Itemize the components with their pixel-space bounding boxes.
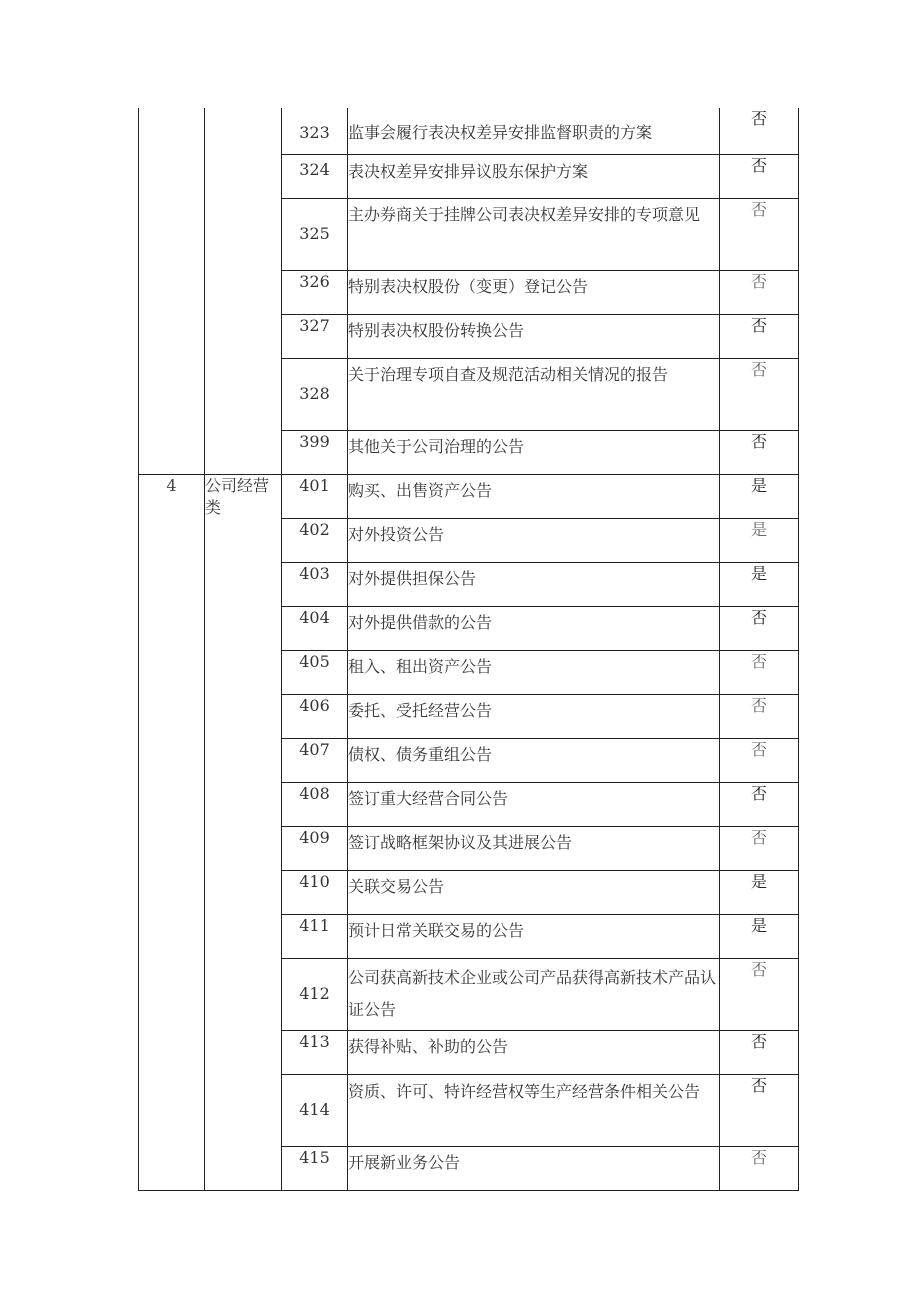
row-description: 预计日常关联交易的公告 <box>348 914 720 958</box>
row-description: 资质、许可、特许经营权等生产经营条件相关公告 <box>348 1074 720 1146</box>
row-flag: 否 <box>720 1030 799 1074</box>
row-code: 415 <box>282 1146 348 1190</box>
row-code: 325 <box>282 198 348 270</box>
group-number: 4 <box>139 474 205 1190</box>
row-description: 委托、受托经营公告 <box>348 694 720 738</box>
row-description: 开展新业务公告 <box>348 1146 720 1190</box>
row-code: 402 <box>282 518 348 562</box>
row-flag: 否 <box>720 154 799 198</box>
row-description: 债权、债务重组公告 <box>348 738 720 782</box>
announcement-type-table <box>138 108 799 1191</box>
row-code: 405 <box>282 650 348 694</box>
row-flag: 否 <box>720 430 799 474</box>
row-flag: 否 <box>720 826 799 870</box>
row-flag: 否 <box>720 1074 799 1146</box>
row-description: 关于治理专项自查及规范活动相关情况的报告 <box>348 358 720 430</box>
row-flag: 否 <box>720 606 799 650</box>
row-description: 对外提供借款的公告 <box>348 606 720 650</box>
row-description: 获得补贴、补助的公告 <box>348 1030 720 1074</box>
row-code: 409 <box>282 826 348 870</box>
row-flag: 否 <box>720 198 799 270</box>
row-code: 406 <box>282 694 348 738</box>
group-name <box>205 108 282 474</box>
row-code: 323 <box>282 108 348 154</box>
row-description: 签订重大经营合同公告 <box>348 782 720 826</box>
row-description: 购买、出售资产公告 <box>348 474 720 518</box>
row-description: 租入、租出资产公告 <box>348 650 720 694</box>
row-code: 408 <box>282 782 348 826</box>
row-flag: 否 <box>720 1146 799 1190</box>
row-code: 326 <box>282 270 348 314</box>
row-description: 特别表决权股份转换公告 <box>348 314 720 358</box>
group-number <box>139 108 205 474</box>
row-description: 其他关于公司治理的公告 <box>348 430 720 474</box>
row-code: 328 <box>282 358 348 430</box>
row-flag: 否 <box>720 738 799 782</box>
row-flag: 否 <box>720 270 799 314</box>
row-description: 对外投资公告 <box>348 518 720 562</box>
row-flag: 是 <box>720 870 799 914</box>
row-flag: 是 <box>720 914 799 958</box>
row-description: 公司获高新技术企业或公司产品获得高新技术产品认证公告 <box>348 958 720 1030</box>
row-flag: 否 <box>720 358 799 430</box>
row-description: 主办券商关于挂牌公司表决权差异安排的专项意见 <box>348 198 720 270</box>
row-description: 特别表决权股份（变更）登记公告 <box>348 270 720 314</box>
row-code: 403 <box>282 562 348 606</box>
row-flag: 否 <box>720 650 799 694</box>
row-description: 监事会履行表决权差异安排监督职责的方案 <box>348 108 720 154</box>
row-code: 413 <box>282 1030 348 1074</box>
row-flag: 否 <box>720 108 799 154</box>
row-code: 412 <box>282 958 348 1030</box>
table-row <box>139 474 799 518</box>
row-code: 407 <box>282 738 348 782</box>
row-flag: 是 <box>720 562 799 606</box>
row-code: 324 <box>282 154 348 198</box>
row-description: 签订战略框架协议及其进展公告 <box>348 826 720 870</box>
row-code: 411 <box>282 914 348 958</box>
row-code: 327 <box>282 314 348 358</box>
row-flag: 否 <box>720 782 799 826</box>
row-code: 401 <box>282 474 348 518</box>
row-code: 410 <box>282 870 348 914</box>
group-name: 公司经营类 <box>205 474 282 1190</box>
row-description: 对外提供担保公告 <box>348 562 720 606</box>
row-flag: 是 <box>720 474 799 518</box>
row-flag: 是 <box>720 518 799 562</box>
row-code: 404 <box>282 606 348 650</box>
row-description: 关联交易公告 <box>348 870 720 914</box>
row-description: 表决权差异安排异议股东保护方案 <box>348 154 720 198</box>
row-flag: 否 <box>720 314 799 358</box>
row-flag: 否 <box>720 694 799 738</box>
row-code: 414 <box>282 1074 348 1146</box>
row-code: 399 <box>282 430 348 474</box>
table-row <box>139 108 799 154</box>
row-flag: 否 <box>720 958 799 1030</box>
